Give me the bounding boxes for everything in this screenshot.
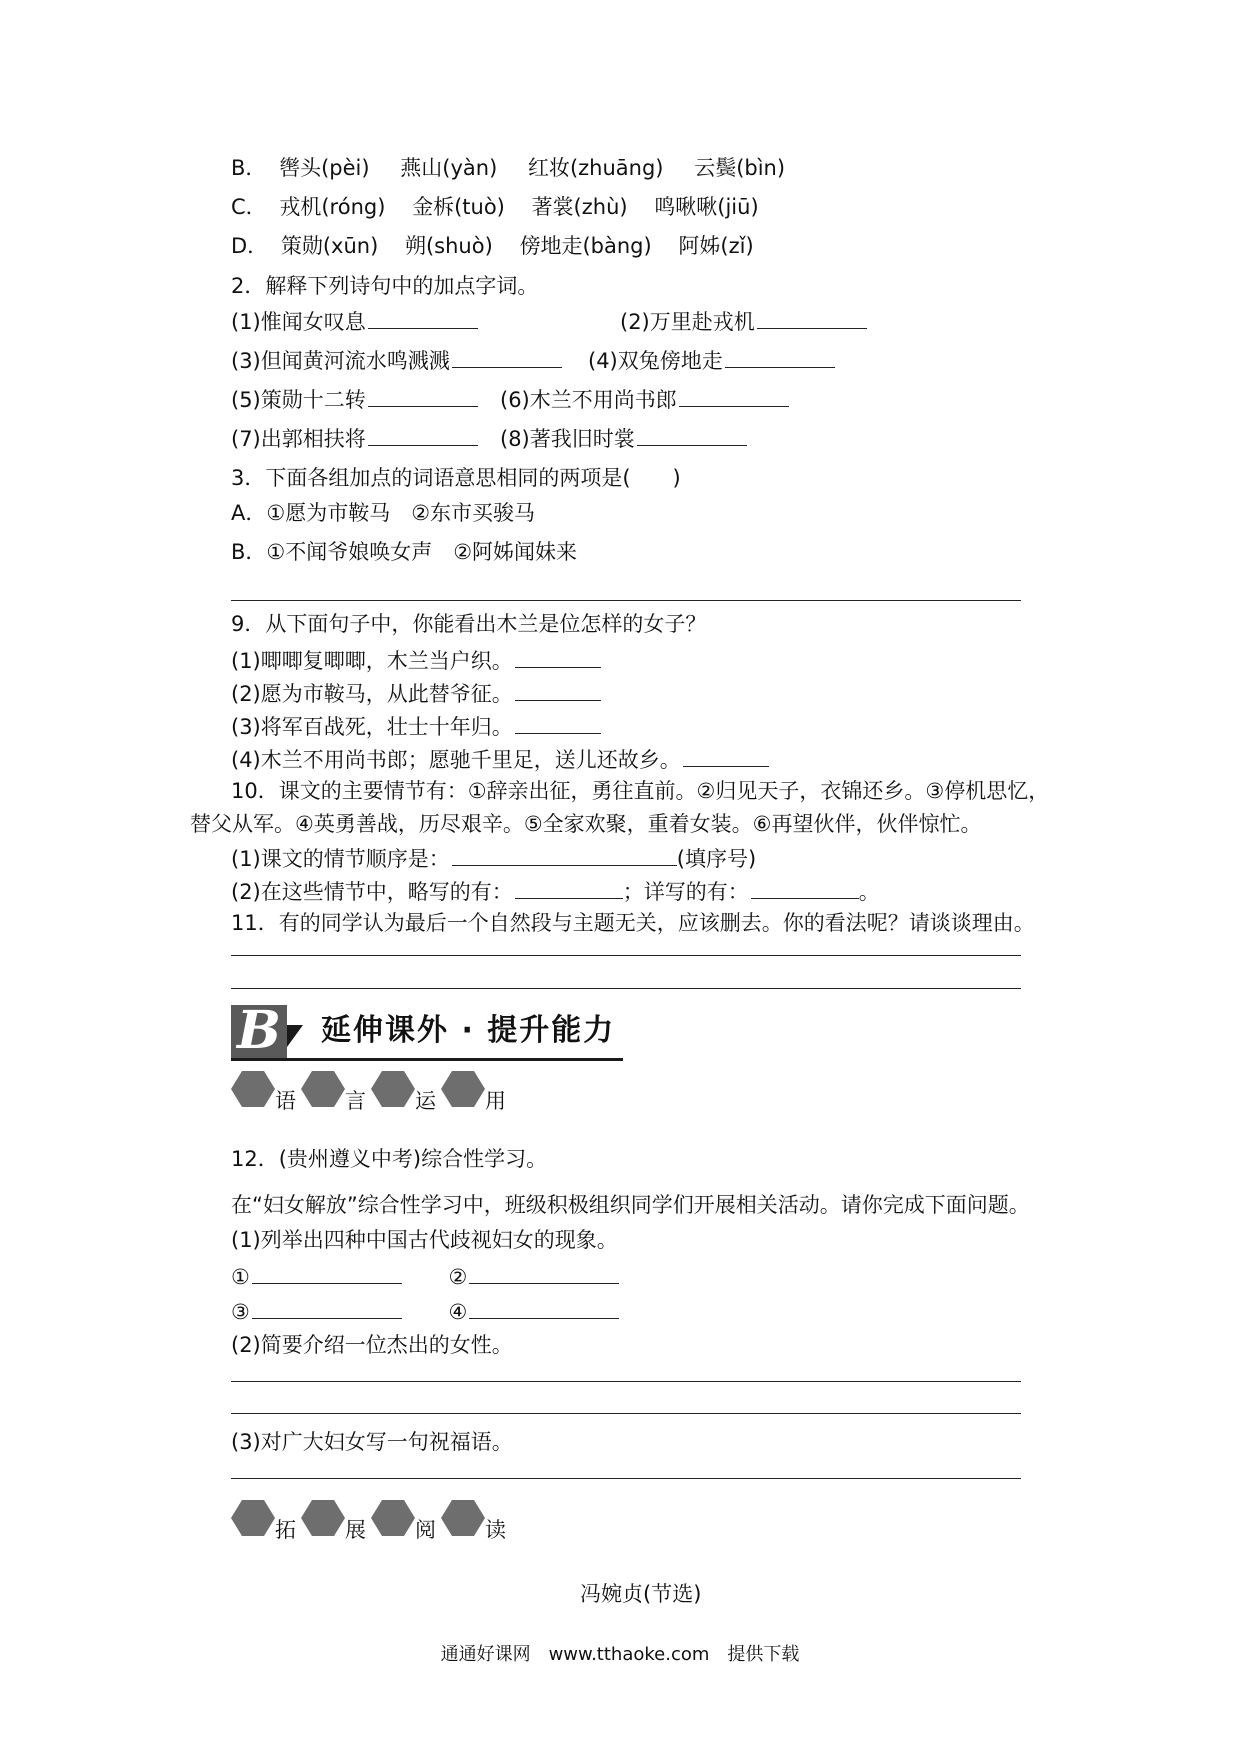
answer-blank[interactable] [757,306,867,329]
option-item: 云鬓(bìn) [694,156,786,180]
section-b-banner [231,1000,623,1061]
q1-option-b [231,154,785,182]
answer-blank[interactable] [452,843,677,866]
hexagon-icon [371,1500,415,1536]
q10-sub1-text: (1)课文的情节顺序是： [231,847,450,871]
q12-sub3: (3)对广大妇女写一句祝福语。 [231,1430,513,1454]
section-underline [231,1058,623,1061]
q2-item [620,306,867,336]
q12-answer-row [231,1296,619,1326]
heading-char: 语 [275,1089,296,1113]
q12-stem: 12．(贵州遵义中考)综合性学习。 [231,1147,548,1171]
answer-mark: ① [231,1265,250,1289]
q2-item-text: (2)万里赴戎机 [620,310,755,334]
option-item: 燕山(yàn) [400,156,498,180]
answer-blank[interactable] [637,423,747,446]
answer-line[interactable] [231,1478,1021,1479]
q9-item-text: (3)将军百战死，壮士十年归。 [231,715,513,739]
ext-read-heading [231,1500,551,1540]
triangle-icon [287,1025,303,1047]
q9-item [231,711,601,741]
answer-blank[interactable] [469,1261,619,1284]
q9-item-text: (2)愿为市鞍马，从此替爷征。 [231,682,513,706]
hexagon-icon [231,1500,275,1536]
q10-sub1 [231,843,756,873]
answer-blank[interactable] [368,306,478,329]
q2-item [231,306,478,336]
answer-blank[interactable] [725,345,835,368]
option-label: D． [231,234,269,258]
q2-item-text: (1)惟闻女叹息 [231,310,366,334]
answer-mark: ② [448,1265,468,1289]
q10-stem-line1: 10．课文的主要情节有：①辞亲出征，勇往直前。②归见天子，衣锦还乡。③停机思忆， [231,779,1050,803]
heading-char: 展 [345,1518,366,1542]
q2-stem: 2．解释下列诗句中的加点字词。 [231,274,539,298]
answer-blank[interactable] [515,645,601,668]
q12-answer-row [231,1261,619,1291]
option-item: 金柝(tuò) [412,195,505,219]
hexagon-icon [301,1500,345,1536]
option-item: 傍地走(bàng) [519,234,652,258]
option-item: 戎机(róng) [279,195,386,219]
q2-item-text: (4)双兔傍地走 [588,349,723,373]
hexagon-icon [441,1500,485,1536]
q3-option-b: B．①不闻爷娘唤女声 ②阿姊闻妹来 [231,540,578,564]
hexagon-icon [371,1071,415,1107]
q2-item [500,384,789,414]
lang-use-heading [231,1071,551,1111]
footer-credit: 通通好课网 www.tthaoke.com 提供下载 [440,1644,800,1665]
q10-sub2-mid: ；详写的有： [622,880,749,904]
article-title: 冯婉贞(节选) [580,1582,702,1606]
q9-item [231,744,769,774]
hexagon-icon [301,1071,345,1107]
divider [231,600,1021,601]
heading-char: 阅 [415,1518,436,1542]
q11-stem: 11．有的同学认为最后一个自然段与主题无关，应该删去。你的看法呢？请谈谈理由。 [231,911,1035,935]
answer-line[interactable] [231,988,1021,989]
option-item: 策勋(xūn) [280,234,379,258]
q2-item [500,423,747,453]
q10-sub1-suffix: (填序号) [676,847,757,871]
q9-item-text: (4)木兰不用尚书郎；愿驰千里足，送儿还故乡。 [231,748,681,772]
option-label: B． [231,156,267,180]
q10-stem-line2: 替父从军。④英勇善战，历尽艰辛。⑤全家欢聚，重着女装。⑥再望伙伴，伙伴惊忙。 [190,812,982,836]
q10-sub2-end: 。 [858,880,880,904]
option-item: 著裳(zhù) [531,195,628,219]
option-label: C． [231,195,267,219]
q3-option-a: A．①愿为市鞍马 ②东市买骏马 [231,501,536,525]
q9-item [231,678,601,708]
q12-sub2: (2)简要介绍一位杰出的女性。 [231,1333,513,1357]
q1-option-d [231,232,754,260]
option-item: 朔(shuò) [404,234,493,258]
answer-mark: ④ [448,1300,468,1324]
q2-item [231,384,478,414]
answer-blank[interactable] [515,711,601,734]
heading-char: 用 [485,1089,506,1113]
answer-blank[interactable] [679,384,789,407]
answer-blank[interactable] [515,876,623,899]
answer-blank[interactable] [751,876,859,899]
answer-line[interactable] [231,1413,1021,1414]
q10-sub2-text: (2)在这些情节中，略写的有： [231,880,513,904]
heading-char: 读 [485,1518,506,1542]
answer-mark: ③ [231,1300,250,1324]
hexagon-icon [441,1071,485,1107]
answer-blank[interactable] [515,678,601,701]
hexagon-icon [231,1071,275,1107]
q2-item-text: (8)著我旧时裳 [500,427,635,451]
q2-item-text: (7)出郭相扶将 [231,427,366,451]
q2-item [588,345,835,375]
q2-item-text: (3)但闻黄河流水鸣溅溅 [231,349,450,373]
heading-char: 运 [415,1089,436,1113]
q12-sub1: (1)列举出四种中国古代歧视妇女的现象。 [231,1228,618,1252]
q2-item-text: (6)木兰不用尚书郎 [500,388,677,412]
answer-blank[interactable] [452,345,562,368]
answer-blank[interactable] [683,744,769,767]
option-item: 红妆(zhuāng) [527,156,664,180]
answer-blank[interactable] [252,1296,402,1319]
q2-item-text: (5)策勋十二转 [231,388,366,412]
q9-stem: 9．从下面句子中，你能看出木兰是位怎样的女子？ [231,612,707,636]
q10-sub2 [231,876,880,906]
answer-line[interactable] [231,1381,1021,1382]
q1-option-c [231,193,759,221]
answer-blank[interactable] [368,423,478,446]
option-item: 阿姊(zǐ) [678,234,754,258]
answer-blank[interactable] [252,1261,402,1284]
q9-item [231,645,601,675]
heading-char: 言 [345,1089,366,1113]
section-letter: B [237,1000,281,1061]
heading-char: 拓 [275,1518,296,1542]
q2-item [231,423,478,453]
section-title: 延伸课外 · 提升能力 [321,1013,616,1048]
answer-blank[interactable] [368,384,478,407]
answer-blank[interactable] [469,1296,619,1319]
q9-item-text: (1)唧唧复唧唧，木兰当户织。 [231,649,513,673]
q12-intro: 在“妇女解放”综合性学习中，班级积极组织同学们开展相关活动。请你完成下面问题。 [231,1193,1030,1217]
q3-stem: 3．下面各组加点的词语意思相同的两项是( ) [231,466,681,490]
q2-item [231,345,562,375]
option-item: 鸣啾啾(jiū) [654,195,759,219]
option-item: 辔头(pèi) [279,156,370,180]
answer-line[interactable] [231,955,1021,956]
